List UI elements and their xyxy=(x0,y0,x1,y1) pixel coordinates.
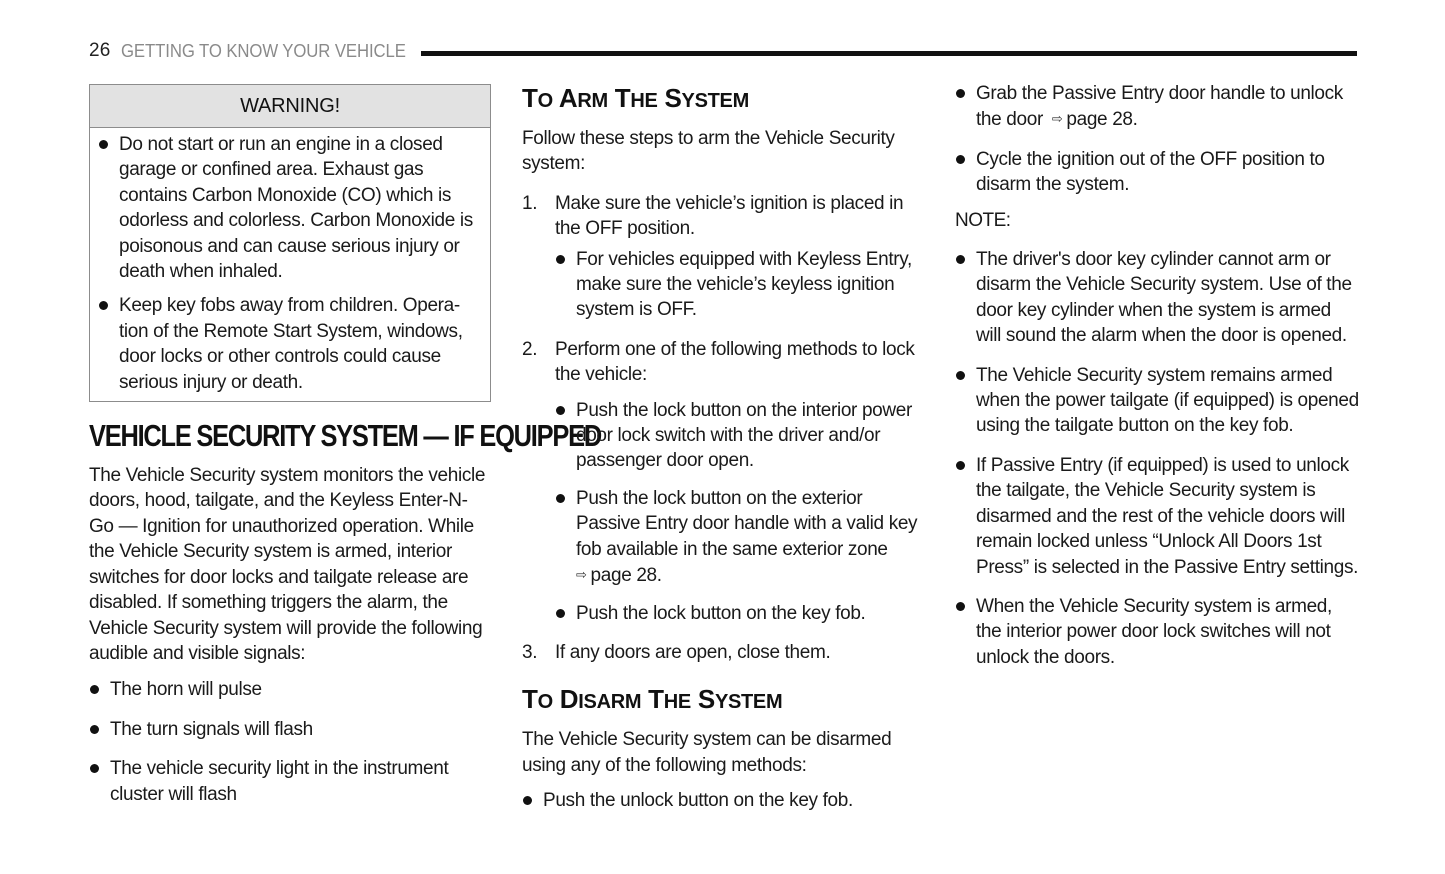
list-item xyxy=(955,81,1360,133)
step-sub-list xyxy=(555,398,927,626)
sub-item-text: Push the lock button on the key fob. xyxy=(576,602,866,624)
disarm-heading: TO DISARM THE SYSTEM xyxy=(522,684,783,715)
sub-item xyxy=(555,398,927,474)
warning-item-text: Do not start or run an engine in a closed garage or confined area. Exhaust gas contains Carbon Monoxide (CO) which is odorless and colorless. Carbon Monoxide is poisonous and can cause serious injury or death when inhaled. xyxy=(119,134,473,283)
page-number: 26 xyxy=(89,40,111,61)
list-item-text: Push the unlock button on the key fob. xyxy=(543,790,853,812)
warning-title: WARNING! xyxy=(90,85,490,128)
page-reference-link[interactable]: page 28. xyxy=(1066,109,1138,131)
note-item xyxy=(955,363,1360,439)
section-intro: The Vehicle Security system monitors the vehicle doors, hood, tailgate, and the Keyless Enter-N-Go — Ignition for unauthorized operation. While the Vehicle Security system is armed, interior switches for door locks and tailgate release are disabled. If something triggers the alarm, the Vehicle Security system will provide the following audible and visible signals: xyxy=(89,465,486,664)
bullet-icon xyxy=(955,81,976,133)
note-item xyxy=(955,247,1360,349)
list-item-text: The horn will pulse xyxy=(110,679,262,701)
disarm-methods-part2 xyxy=(955,81,1360,198)
signals-list xyxy=(89,677,491,807)
list-item-text: Grab the Passive Entry door handle to unlock the door ⇨ page 28. xyxy=(976,83,1343,131)
bullet-icon xyxy=(98,132,119,284)
bullet-icon xyxy=(555,486,576,589)
step-item xyxy=(522,337,927,388)
warning-box xyxy=(89,84,491,402)
list-item-text: The turn signals will flash xyxy=(110,718,313,740)
list-item xyxy=(89,677,491,702)
sub-item-text: For vehicles equipped with Keyless Entry, make sure the vehicle’s keyless ignition system is OFF. xyxy=(576,248,912,321)
arm-steps xyxy=(522,191,927,666)
bullet-icon xyxy=(89,717,110,742)
bullet-icon xyxy=(89,756,110,807)
section-title: VEHICLE SECURITY SYSTEM — IF EQUIPPED xyxy=(89,418,601,454)
sub-item xyxy=(555,601,927,626)
bullet-icon xyxy=(89,677,110,702)
bullet-icon xyxy=(555,398,576,474)
sub-item xyxy=(555,486,927,589)
warning-item xyxy=(98,293,482,395)
list-item xyxy=(89,756,491,807)
arm-heading: TO ARM THE SYSTEM xyxy=(522,83,749,113)
bullet-icon xyxy=(522,788,543,813)
bullet-icon xyxy=(955,147,976,198)
warning-body xyxy=(90,128,490,401)
bullet-icon xyxy=(955,363,976,439)
step-number: 2. xyxy=(522,338,538,360)
bullet-icon xyxy=(555,601,576,626)
note-item-text: The Vehicle Security system remains armed when the power tailgate (if equipped) is opened using the tailgate button on the key fob. xyxy=(976,364,1359,437)
step-text: Perform one of the following methods to lock the vehicle: xyxy=(555,338,915,386)
note-item xyxy=(955,453,1360,580)
sub-item-text: Push the lock button on the exterior Passive Entry door handle with a valid key fob available in the same exterior zone ⇨ page 28. xyxy=(576,487,918,587)
page-reference-icon: ⇨ xyxy=(576,567,587,583)
list-item xyxy=(89,717,491,742)
list-item-text: Cycle the ignition out of the OFF position to disarm the system. xyxy=(976,148,1325,196)
page-header xyxy=(89,38,1357,64)
bullet-icon xyxy=(955,453,976,580)
step-text: If any doors are open, close them. xyxy=(555,641,831,663)
list-item xyxy=(522,788,927,813)
disarm-methods-part1 xyxy=(522,788,927,813)
bullet-icon xyxy=(955,594,976,670)
header-rule xyxy=(421,51,1357,56)
warning-item-text: Keep key fobs away from children. Opera-tion of the Remote Start System, windows, door locks or other controls could cause serious injury or death. xyxy=(119,295,463,393)
page-reference-icon: ⇨ xyxy=(1051,111,1063,127)
note-label: NOTE: xyxy=(955,209,1011,231)
step-item xyxy=(522,640,927,665)
page-reference-link[interactable]: page 28. xyxy=(590,565,662,587)
column-right xyxy=(955,84,1360,670)
sub-item xyxy=(555,247,927,323)
note-item-text: If Passive Entry (if equipped) is used to unlock the tailgate, the Vehicle Security system is disarmed and the rest of the vehicle doors will remain locked unless “Unlock All Doors 1st Press” is selected in the Passive Entry settings. xyxy=(976,454,1359,578)
bullet-icon xyxy=(98,293,119,395)
bullet-icon xyxy=(555,247,576,323)
chapter-title: GETTING TO KNOW YOUR VEHICLE xyxy=(120,40,406,61)
warning-item xyxy=(98,132,482,284)
step-number: 1. xyxy=(522,192,538,214)
list-item-text: The vehicle security light in the instrument cluster will flash xyxy=(110,758,449,805)
column-middle xyxy=(522,84,927,814)
step-text: Make sure the vehicle’s ignition is placed in the OFF position. xyxy=(555,192,904,240)
note-item-text: When the Vehicle Security system is armed, the interior power door lock switches will not unlock the doors. xyxy=(976,595,1332,668)
step-sub-list xyxy=(555,247,927,323)
disarm-intro: The Vehicle Security system can be disarmed using any of the following methods: xyxy=(522,729,892,776)
list-item xyxy=(955,147,1360,198)
sub-item-text: Push the lock button on the interior power door lock switch with the driver and/or passenger door open. xyxy=(576,399,912,472)
note-item xyxy=(955,594,1360,670)
note-list xyxy=(955,247,1360,670)
note-item-text: The driver's door key cylinder cannot arm or disarm the Vehicle Security system. Use of the door key cylinder when the system is armed will sound the alarm when the door is opened. xyxy=(976,249,1352,347)
step-item xyxy=(522,191,927,242)
column-left xyxy=(89,84,601,807)
bullet-icon xyxy=(955,247,976,349)
step-number: 3. xyxy=(522,641,538,663)
arm-intro: Follow these steps to arm the Vehicle Security system: xyxy=(522,128,895,175)
